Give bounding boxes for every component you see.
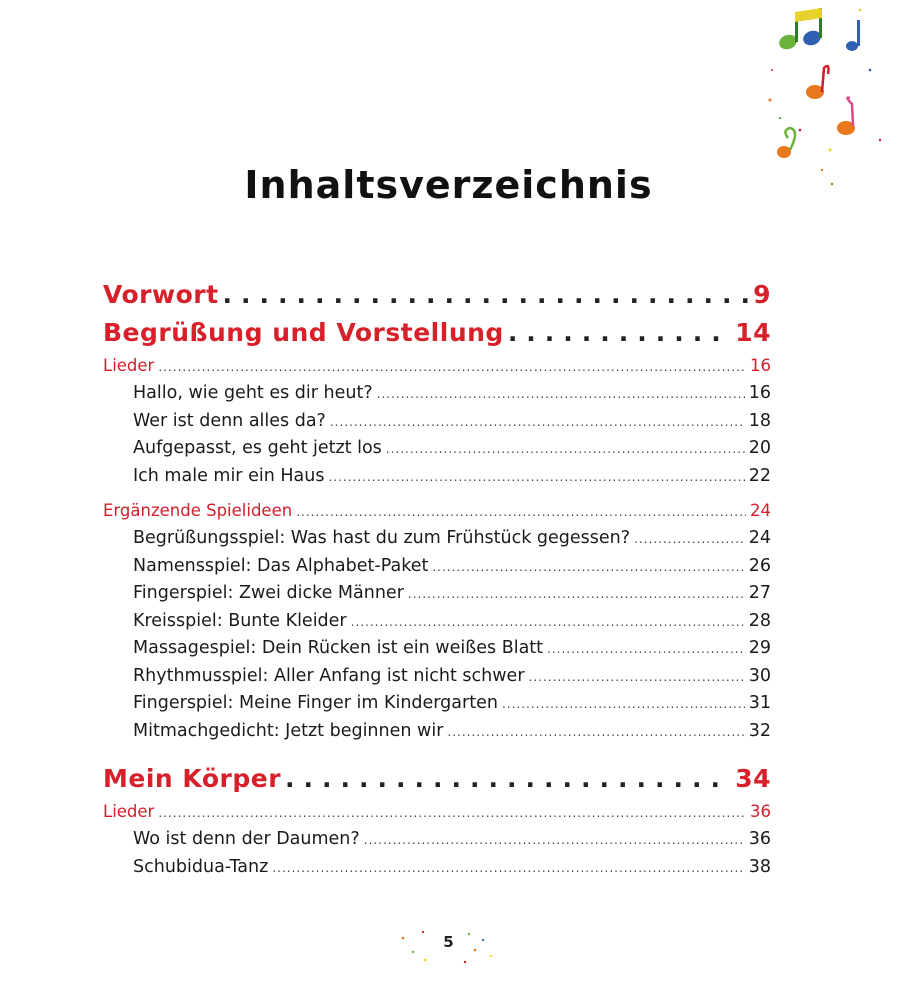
section-page: 24 bbox=[750, 501, 771, 520]
item-page: 20 bbox=[748, 438, 771, 458]
dot-leader bbox=[328, 470, 744, 484]
music-note-icon bbox=[777, 128, 795, 158]
item-label: Hallo, wie geht es dir heut? bbox=[133, 383, 373, 403]
toc-item[interactable] bbox=[103, 829, 771, 857]
item-page: 28 bbox=[748, 610, 771, 631]
dot-leader bbox=[364, 833, 745, 847]
item-page: 18 bbox=[748, 410, 771, 431]
chapter-page: 9 bbox=[753, 280, 771, 309]
toc-chapter-mein-koerper[interactable] bbox=[103, 764, 771, 802]
item-label: Begrüßungsspiel: Was hast du zum Frühstück gegessen? bbox=[133, 528, 631, 548]
dot-leader bbox=[158, 806, 746, 820]
item-page: 30 bbox=[748, 665, 771, 686]
toc-item[interactable] bbox=[103, 666, 771, 694]
item-label: Kreisspiel: Bunte Kleider bbox=[133, 610, 347, 631]
item-label: Fingerspiel: Meine Finger im Kindergarten bbox=[133, 693, 498, 713]
section-label: Lieder bbox=[103, 802, 155, 821]
dot-leader bbox=[508, 318, 731, 347]
section-label: Ergänzende Spielideen bbox=[103, 501, 293, 520]
toc-item[interactable] bbox=[103, 638, 771, 666]
item-label: Rhythmusspiel: Aller Anfang ist nicht schwer bbox=[133, 665, 525, 686]
item-page: 22 bbox=[748, 465, 771, 486]
item-label: Wer ist denn alles da? bbox=[133, 410, 326, 431]
item-page: 24 bbox=[748, 528, 771, 548]
section-label: Lieder bbox=[103, 356, 155, 375]
dot-leader bbox=[408, 587, 745, 601]
toc-item[interactable] bbox=[103, 466, 771, 494]
dot-leader bbox=[529, 670, 745, 684]
dot-leader bbox=[285, 764, 731, 793]
music-note-icon bbox=[846, 20, 860, 51]
toc-item[interactable] bbox=[103, 721, 771, 749]
chapter-page: 14 bbox=[735, 318, 771, 347]
toc-chapter-begruessung[interactable] bbox=[103, 318, 771, 356]
toc-section-spielideen[interactable] bbox=[103, 501, 771, 528]
item-page: 26 bbox=[748, 555, 771, 576]
toc-item[interactable] bbox=[103, 556, 771, 584]
chapter-label: Begrüßung und Vorstellung bbox=[103, 318, 504, 347]
dot-leader bbox=[223, 280, 750, 309]
item-label: Massagespiel: Dein Rücken ist ein weißes Blatt bbox=[133, 638, 544, 658]
section-page: 36 bbox=[750, 802, 771, 821]
toc-item[interactable] bbox=[103, 857, 771, 885]
page-number: 5 bbox=[443, 933, 454, 951]
toc-section-lieder[interactable] bbox=[103, 356, 771, 383]
dot-leader bbox=[272, 861, 744, 875]
dot-leader bbox=[296, 505, 746, 519]
item-page: 38 bbox=[748, 856, 771, 877]
item-page: 31 bbox=[748, 693, 771, 713]
dot-leader bbox=[377, 387, 745, 401]
toc-item[interactable] bbox=[103, 693, 771, 721]
dot-leader bbox=[547, 642, 745, 656]
dot-leader bbox=[330, 415, 745, 429]
item-label: Mitmachgedicht: Jetzt beginnen wir bbox=[133, 720, 444, 741]
item-page: 16 bbox=[748, 383, 771, 403]
dot-leader bbox=[351, 615, 745, 629]
toc-item[interactable] bbox=[103, 583, 771, 611]
item-label: Aufgepasst, es geht jetzt los bbox=[133, 438, 382, 458]
item-label: Schubidua-Tanz bbox=[133, 856, 269, 877]
item-label: Wo ist denn der Daumen? bbox=[133, 829, 360, 849]
chapter-page: 34 bbox=[735, 764, 771, 793]
dot-leader bbox=[634, 532, 745, 546]
item-label: Fingerspiel: Zwei dicke Männer bbox=[133, 583, 404, 603]
item-label: Ich male mir ein Haus bbox=[133, 465, 325, 486]
item-page: 27 bbox=[748, 583, 771, 603]
item-label: Namensspiel: Das Alphabet-Paket bbox=[133, 555, 429, 576]
toc-item[interactable] bbox=[103, 528, 771, 556]
chapter-label: Mein Körper bbox=[103, 764, 282, 793]
dot-leader bbox=[447, 725, 744, 739]
toc-item[interactable] bbox=[103, 438, 771, 466]
item-page: 32 bbox=[748, 720, 771, 741]
music-note-icon bbox=[837, 98, 855, 135]
item-page: 29 bbox=[748, 638, 771, 658]
toc-section-lieder[interactable] bbox=[103, 802, 771, 829]
toc-item[interactable] bbox=[103, 611, 771, 639]
chapter-label: Vorwort bbox=[103, 280, 219, 309]
section-page: 16 bbox=[750, 356, 771, 375]
dot-leader bbox=[386, 442, 745, 456]
music-note-icon bbox=[806, 66, 829, 99]
dot-leader bbox=[432, 560, 744, 574]
dot-leader bbox=[158, 360, 746, 374]
page-title: Inhaltsverzeichnis bbox=[244, 163, 653, 207]
music-note-icon bbox=[777, 8, 823, 52]
toc-item[interactable] bbox=[103, 411, 771, 439]
toc-chapter-vorwort[interactable] bbox=[103, 280, 771, 318]
item-page: 36 bbox=[748, 829, 771, 849]
dot-leader bbox=[502, 697, 745, 711]
table-of-contents bbox=[103, 280, 771, 884]
toc-item[interactable] bbox=[103, 383, 771, 411]
